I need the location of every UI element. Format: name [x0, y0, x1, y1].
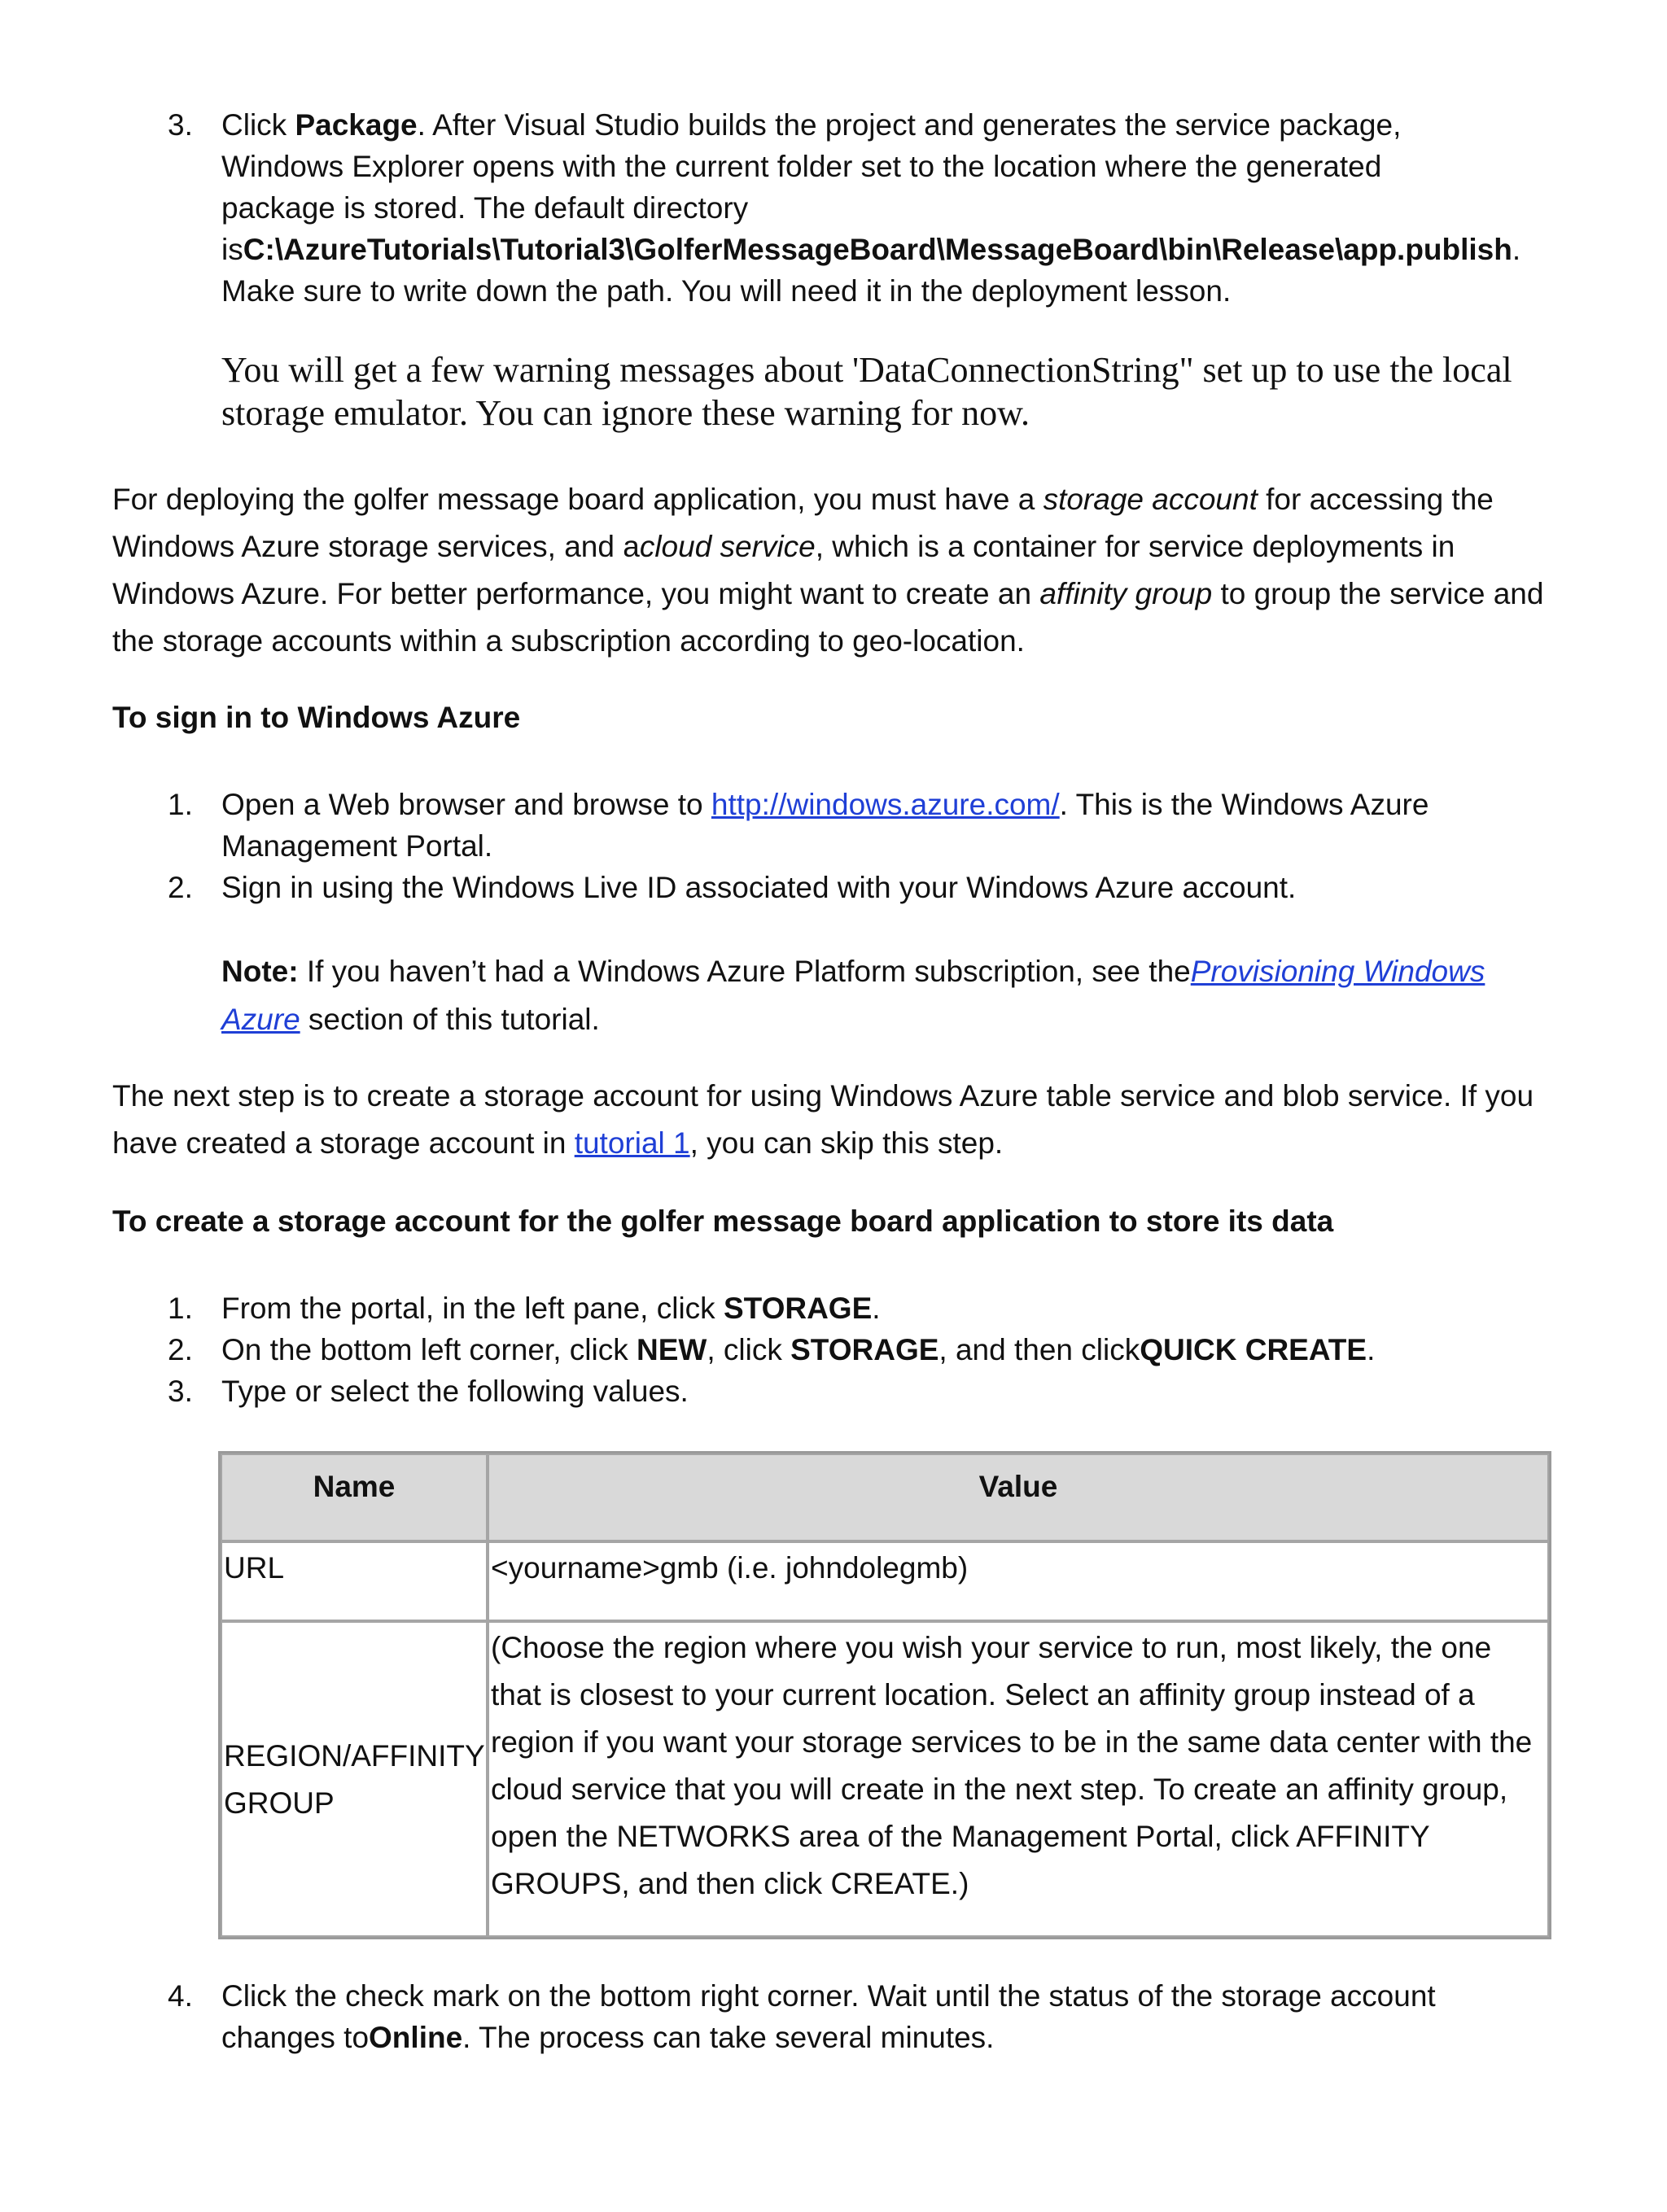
step-text: Click the check mark on the bottom right corner. Wait until the status of the storage account changes to: [221, 1979, 1436, 2054]
storage-step-item: [0, 1370, 1667, 1412]
step-number: 1.: [168, 788, 193, 821]
step-number: 1.: [168, 1292, 193, 1325]
check-mark-step-item: [0, 1975, 1667, 2058]
step-text: On the bottom left corner, click: [221, 1333, 637, 1366]
row-name: URL: [221, 1541, 488, 1621]
storage-step-item: [0, 1287, 1667, 1329]
step-text: . Make sure to write down the path. You will need it in the deployment lesson.: [221, 233, 1521, 308]
azure-portal-link[interactable]: http://windows.azure.com/: [711, 788, 1060, 821]
intro-text: For deploying the golfer message board application, you must have a: [112, 483, 1044, 516]
note-text: If you haven’t had a Windows Azure Platform subscription, see the: [298, 955, 1191, 988]
signin-step-item: [0, 867, 1667, 908]
step-text: , and then click: [939, 1333, 1140, 1366]
step-text: Type or select the following values.: [221, 1375, 689, 1408]
step-text: , click: [707, 1333, 791, 1366]
new-label: NEW: [637, 1333, 707, 1366]
storage-label: STORAGE: [723, 1292, 873, 1325]
signin-step-item: [0, 784, 1667, 867]
step-text: .: [1367, 1333, 1376, 1366]
check-mark-step-list: [0, 1975, 1667, 2058]
next-step-paragraph: [112, 1073, 1561, 1167]
step-text: . After Visual Studio builds the project and generates the service package, Windows Explorer opens with the current folder set to the location where the generated package is stored. The default directory is: [221, 108, 1402, 266]
default-directory-path: C:\AzureTutorials\Tutorial3\GolferMessageBoard\MessageBoard\bin\Release\app.publish: [243, 233, 1512, 266]
tutorial-1-link[interactable]: tutorial 1: [574, 1126, 690, 1160]
signin-step-list: [0, 784, 1667, 908]
header-name: Name: [221, 1454, 488, 1541]
signin-heading: To sign in to Windows Azure: [112, 701, 521, 734]
step-number: 3.: [168, 1375, 193, 1408]
provisioning-link[interactable]: Provisioning Windows Azure: [221, 955, 1485, 1036]
step-text: . This is the Windows Azure Management Portal.: [221, 788, 1429, 863]
step-text: Click: [221, 108, 295, 142]
online-label: Online: [369, 2021, 463, 2054]
intro-text: to group the service and the storage accounts within a subscription according to geo-location.: [112, 577, 1544, 658]
row-value: <yourname>gmb (i.e. johndolegmb): [488, 1541, 1549, 1621]
storage-heading: To create a storage account for the golfer message board application to store its data: [112, 1204, 1334, 1238]
affinity-group-term: affinity group: [1039, 577, 1213, 610]
note-label: Note:: [221, 955, 299, 988]
step-text: . The process can take several minutes.: [462, 2021, 995, 2054]
package-step-list: [0, 104, 1667, 312]
intro-text: , which is a container for service deployments in Windows Azure. For better performance, you might want to create an: [112, 530, 1455, 610]
storage-step-list: [0, 1287, 1667, 1412]
next-step-text: The next step is to create a storage account for using Windows Azure table service and blob service. If you have created a storage account in: [112, 1079, 1534, 1160]
table-row: [221, 1541, 1549, 1621]
intro-text: for accessing the Windows Azure storage services, and a: [112, 483, 1494, 563]
step-text: Open a Web browser and browse to: [221, 788, 711, 821]
step-text: .: [872, 1292, 881, 1325]
step-number: 3.: [168, 108, 193, 142]
row-value: (Choose the region where you wish your service to run, most likely, the one that is closest to your current location. Select an affinity group instead of a region if you want your storage services to be in the same data center with the cloud service that you will create in the next step. To create an affinity group, open the NETWORKS area of the Management Portal, click AFFINITY GROUPS, and then click CREATE.): [488, 1621, 1549, 1937]
values-table: [218, 1451, 1551, 1939]
storage-account-term: storage account: [1043, 483, 1258, 516]
cloud-service-term: cloud service: [639, 530, 816, 563]
table-header-row: [221, 1454, 1549, 1541]
header-value: Value: [488, 1454, 1549, 1541]
row-name: REGION/AFFINITY GROUP: [221, 1621, 488, 1937]
step-text: Sign in using the Windows Live ID associated with your Windows Azure account.: [221, 871, 1297, 904]
next-step-text: , you can skip this step.: [689, 1126, 1004, 1160]
step-number: 4.: [168, 1979, 193, 2013]
package-step-item: [0, 104, 1667, 312]
step-number: 2.: [168, 1333, 193, 1366]
note-text: section of this tutorial.: [300, 1003, 600, 1036]
intro-paragraph: [112, 476, 1561, 665]
warning-note: You will get a few warning messages about 'DataConnectionString" set up to use the local storage emulator. You can ignore these warning for now.: [221, 350, 1512, 433]
storage-label: STORAGE: [790, 1333, 939, 1366]
storage-step-item: [0, 1329, 1667, 1370]
table-row: [221, 1621, 1549, 1937]
package-label: Package: [295, 108, 418, 142]
provision-note: [221, 947, 1540, 1043]
step-text: From the portal, in the left pane, click: [221, 1292, 724, 1325]
step-number: 2.: [168, 871, 193, 904]
quick-create-label: QUICK CREATE: [1140, 1333, 1367, 1366]
